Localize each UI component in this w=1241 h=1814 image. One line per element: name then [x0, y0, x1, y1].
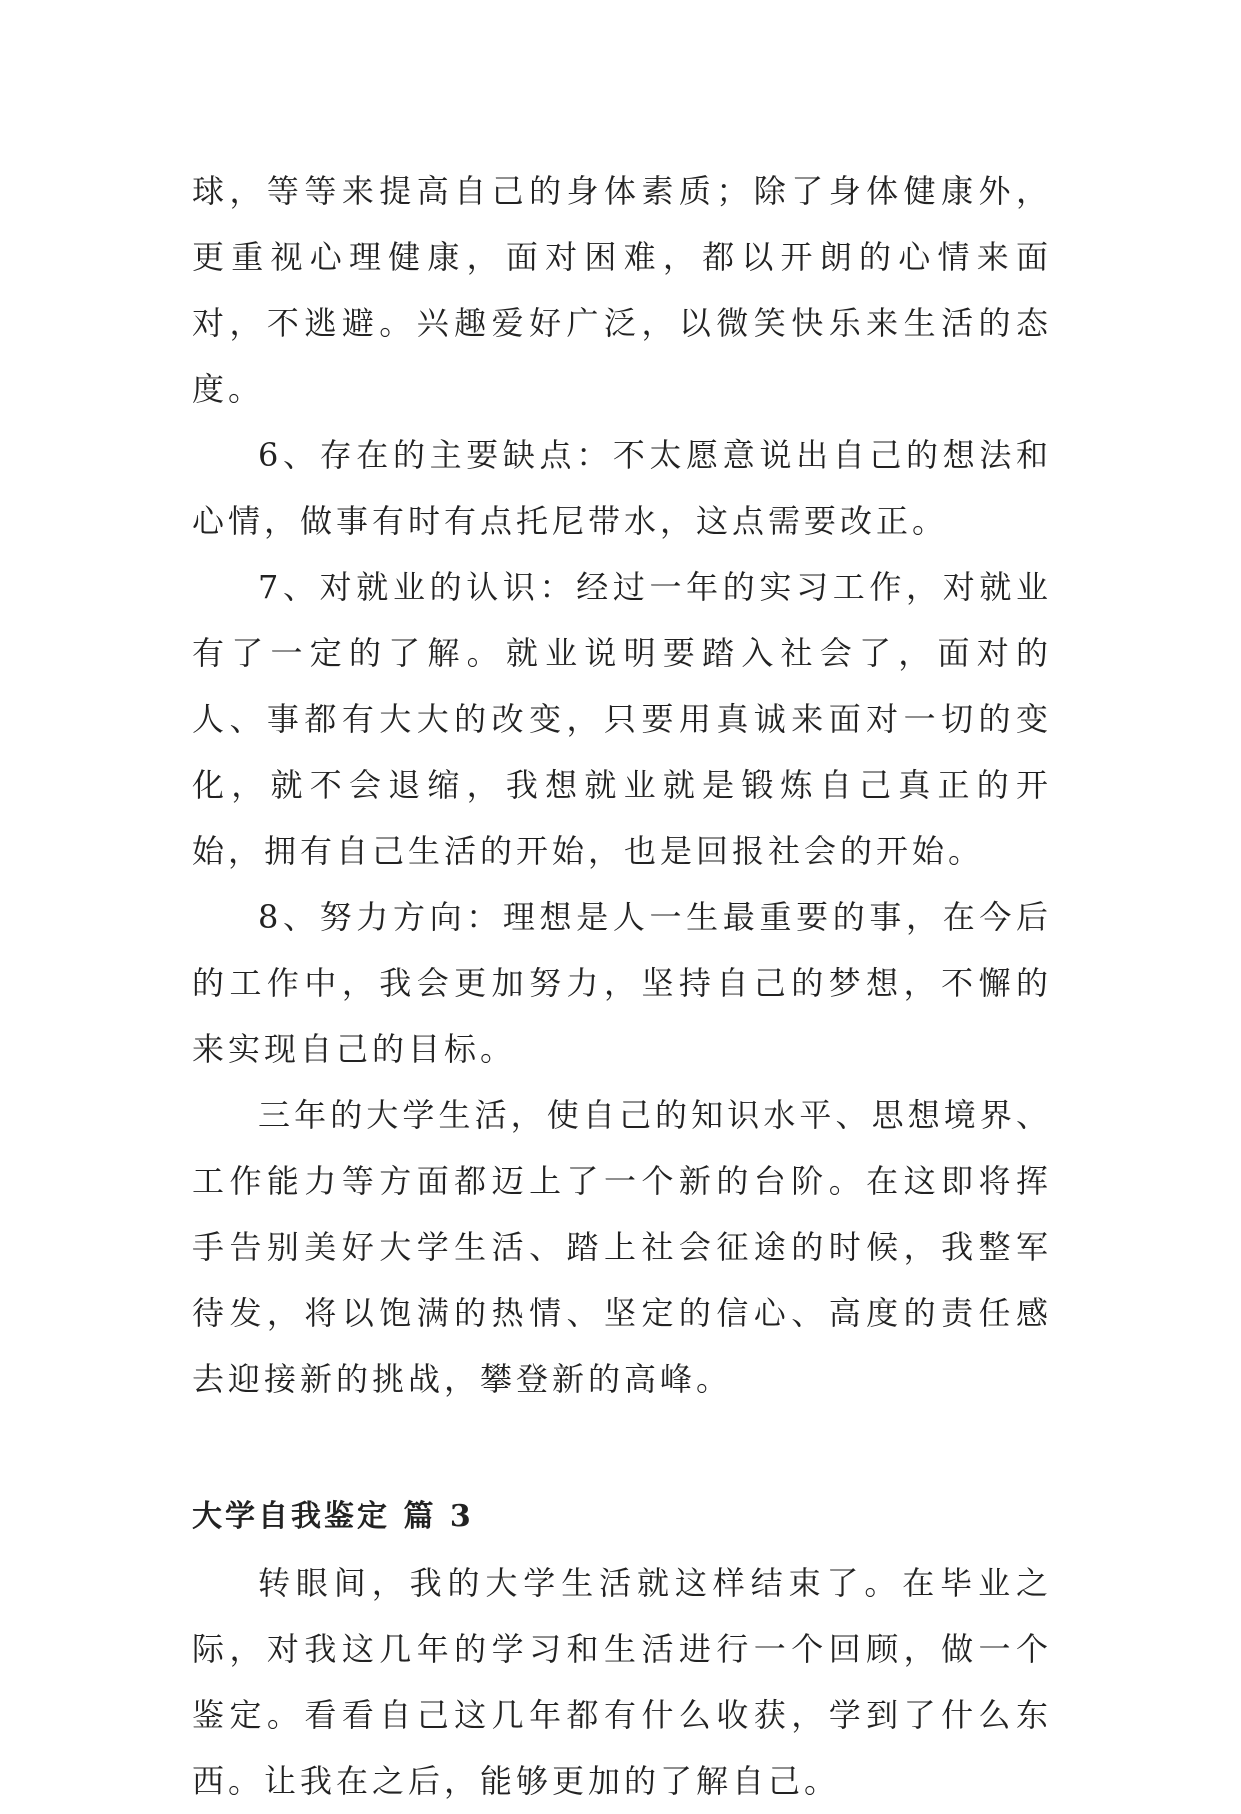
paragraph-health-interests: 球，等等来提高自己的身体素质；除了身体健康外，更重视心理健康，面对困难，都以开朗的心情来面对，不逃避。兴趣爱好广泛，以微笑快乐来生活的态度。: [192, 172, 1052, 408]
paragraph-shortcomings: 6、存在的主要缺点：不太愿意说出自己的想法和心情，做事有时有点托尼带水，这点需要改正。: [192, 436, 1052, 540]
document-body: [192, 158, 1052, 1814]
paragraph-employment-view: 7、对就业的认识：经过一年的实习工作，对就业有了一定的了解。就业说明要踏入社会了，面对的人、事都有大大的改变，只要用真诚来面对一切的变化，就不会退缩，我想就业就是锻炼自己真正的开始，拥有自己生活的开始，也是回报社会的开始。: [192, 568, 1052, 870]
paragraph-three-years-summary: 三年的大学生活，使自己的知识水平、思想境界、工作能力等方面都迈上了一个新的台阶。在这即将挥手告别美好大学生活、踏上社会征途的时候，我整军待发，将以饱满的热情、坚定的信心、高度的责任感去迎接新的挑战，攀登新的高峰。: [192, 1096, 1052, 1398]
paragraph-effort-direction: 8、努力方向：理想是人一生最重要的事，在今后的工作中，我会更加努力，坚持自己的梦想，不懈的来实现自己的目标。: [192, 898, 1052, 1068]
section-title: 大学自我鉴定 篇 3: [192, 1499, 474, 1534]
paragraph-graduation-review: 转眼间，我的大学生活就这样结束了。在毕业之际，对我这几年的学习和生活进行一个回顾，做一个鉴定。看看自己这几年都有什么收获，学到了什么东西。让我在之后，能够更加的了解自己。: [192, 1564, 1052, 1800]
